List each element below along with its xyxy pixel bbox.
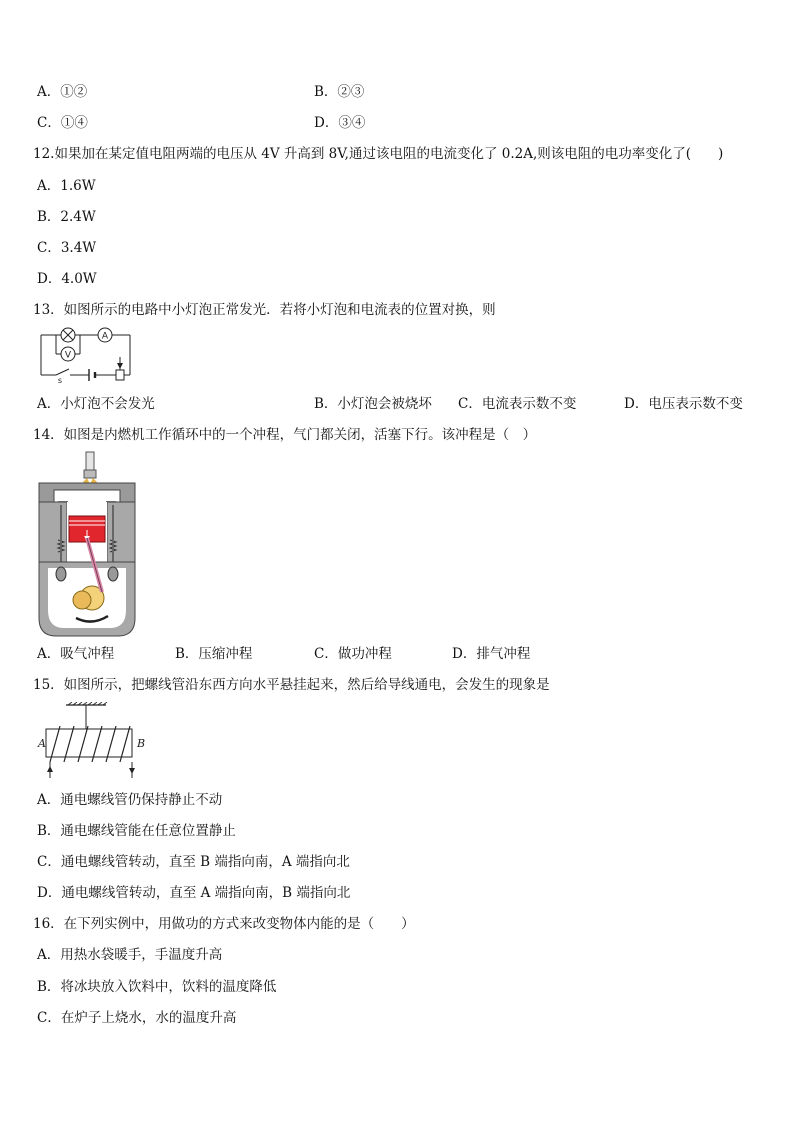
q13-option-b: B．小灯泡会被烧坏 bbox=[314, 396, 432, 412]
circuit-diagram bbox=[36, 327, 136, 384]
q15-option-d: D．通电螺线管转动，直至 A 端指向南，B 端指向北 bbox=[37, 885, 351, 901]
ammeter-label: A bbox=[101, 331, 109, 342]
solenoid-end-b-label: B bbox=[137, 737, 146, 750]
q16-option-b: B．将冰块放入饮料中，饮料的温度降低 bbox=[37, 979, 277, 995]
voltmeter-label: V bbox=[64, 350, 72, 361]
q13-option-c: C．电流表示数不变 bbox=[458, 396, 577, 412]
q11-option-d: D．③④ bbox=[314, 115, 366, 131]
q12-option-b: B．2.4W bbox=[37, 209, 96, 225]
solenoid-diagram bbox=[36, 702, 154, 780]
q13-option-a: A．小灯泡不会发光 bbox=[37, 396, 155, 412]
q11-option-b: B．②③ bbox=[314, 84, 365, 100]
q14-option-d: D．排气冲程 bbox=[452, 646, 531, 662]
q12-stem: 12.如果加在某定值电阻两端的电压从 4V 升高到 8V,通过该电阻的电流变化了 0.2A,则该电阻的电功率变化了( ) bbox=[33, 146, 724, 162]
q16-stem: 16．在下列实例中，用做功的方式来改变物体内能的是（ ） bbox=[33, 916, 415, 932]
engine-diagram bbox=[36, 450, 138, 640]
q12-option-a: A．1.6W bbox=[37, 178, 96, 194]
q12-option-d: D．4.0W bbox=[37, 271, 97, 287]
q11-option-c: C．①④ bbox=[37, 115, 88, 131]
q15-option-c: C．通电螺线管转动，直至 B 端指向南，A 端指向北 bbox=[37, 854, 350, 870]
q15-stem: 15．如图所示，把螺线管沿东西方向水平悬挂起来，然后给导线通电，会发生的现象是 bbox=[33, 677, 550, 693]
q14-option-b: B．压缩冲程 bbox=[175, 646, 253, 662]
q14-stem: 14．如图是内燃机工作循环中的一个冲程，气门都关闭，活塞下行。该冲程是（ ） bbox=[33, 427, 537, 443]
q15-option-a: A．通电螺线管仍保持静止不动 bbox=[37, 792, 223, 808]
solenoid-end-a-label: A bbox=[38, 737, 46, 750]
q13-stem: 13．如图所示的电路中小灯泡正常发光．若将小灯泡和电流表的位置对换，则 bbox=[33, 302, 496, 318]
switch-label: s bbox=[57, 376, 63, 384]
q14-option-c: C．做功冲程 bbox=[314, 646, 392, 662]
q13-option-d: D．电压表示数不变 bbox=[624, 396, 743, 412]
q14-option-a: A．吸气冲程 bbox=[37, 646, 115, 662]
q11-option-a: A．①② bbox=[37, 84, 88, 100]
q16-option-a: A．用热水袋暖手，手温度升高 bbox=[37, 947, 223, 963]
q12-option-c: C．3.4W bbox=[37, 240, 97, 256]
q16-option-c: C．在炉子上烧水，水的温度升高 bbox=[37, 1010, 237, 1026]
q15-option-b: B．通电螺线管能在任意位置静止 bbox=[37, 823, 236, 839]
